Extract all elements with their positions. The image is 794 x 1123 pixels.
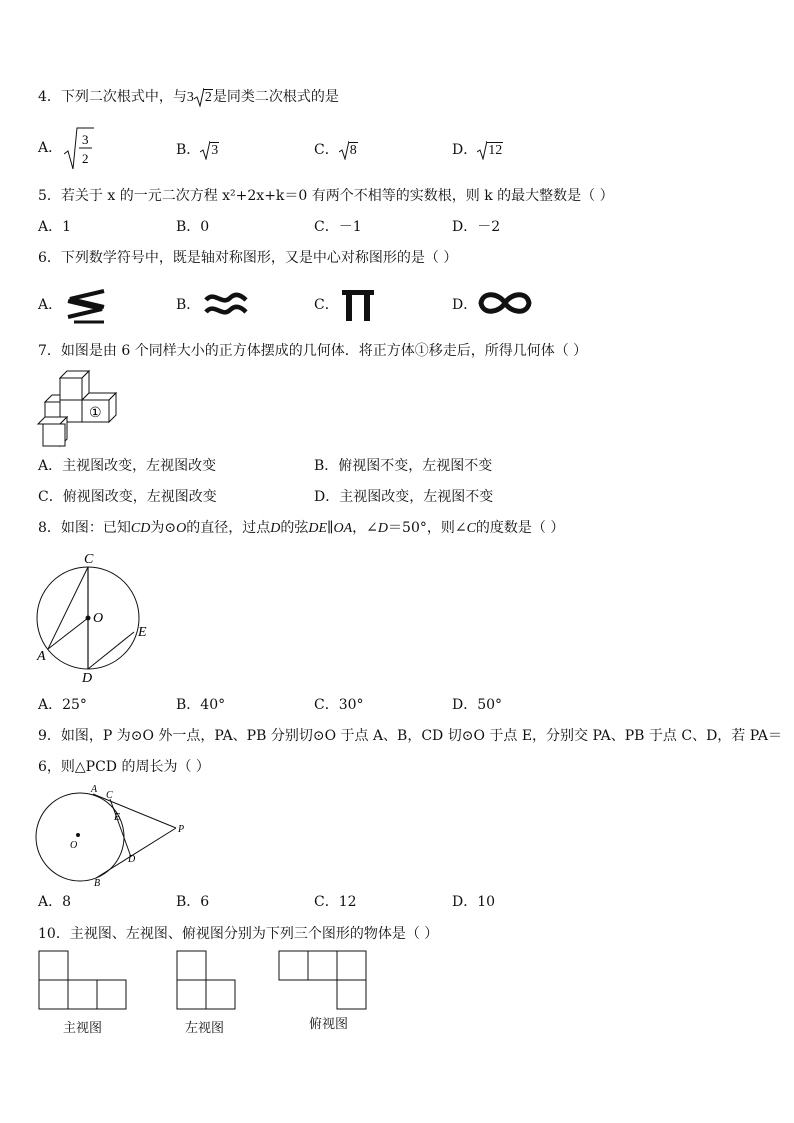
q8-circle-figure	[30, 548, 160, 690]
label-a: A	[37, 649, 46, 664]
q6-symbol-c	[340, 288, 376, 326]
left-view-grid	[176, 950, 238, 1012]
q7-option-c[interactable]: C．俯视图改变，左视图改变	[38, 489, 217, 505]
label-o: O	[70, 840, 78, 851]
caption-top-view: 俯视图	[309, 1017, 349, 1032]
q7-option-b[interactable]: B．俯视图不变，左视图不变	[314, 458, 493, 474]
q8-option-b[interactable]: B．40°	[176, 697, 226, 713]
question-5-stem: 5．若关于 x 的一元二次方程 x²+2x+k＝0 有两个不相等的实数根，则 k 的最大整数是（ ）	[38, 188, 614, 204]
caption-front-view: 主视图	[63, 1021, 103, 1036]
q8-text: 8．如图：已知	[38, 520, 131, 536]
option-label: A．	[38, 140, 63, 156]
q8-option-c[interactable]: C．30°	[314, 697, 364, 713]
question-10-stem: 10．主视图、左视图、俯视图分别为下列三个图形的物体是（ ）	[38, 926, 439, 942]
label-c: C	[84, 552, 94, 567]
q7-option-d[interactable]: D．主视图改变，左视图不变	[314, 489, 494, 505]
q8-text: 的度数是（ ）	[475, 520, 565, 536]
q4-b-sqrt	[200, 140, 219, 160]
label-c: C	[106, 790, 113, 801]
q4-radicand: 2	[204, 90, 212, 105]
approximately-equal-icon	[202, 290, 250, 320]
q4-a-denominator: 2	[82, 151, 89, 166]
label-p: P	[178, 824, 185, 835]
q4-text-after: 是同类二次根式的是	[212, 89, 339, 105]
q8-var: D	[270, 521, 281, 536]
label-d: D	[82, 671, 93, 686]
option-label: B．	[176, 142, 201, 158]
q7-cube-figure	[36, 368, 122, 456]
caption-left-view: 左视图	[185, 1021, 225, 1036]
q7-option-a[interactable]: A．主视图改变，左视图改变	[38, 458, 217, 474]
q4-d-sqrt	[477, 140, 503, 160]
front-view-grid	[38, 950, 130, 1012]
q4-a-numerator: 3	[82, 132, 89, 147]
question-7-stem: 7．如图是由 6 个同样大小的正方体摆成的几何体．将正方体①移走后，所得几何体（ ）	[38, 343, 588, 359]
q6-symbol-b	[202, 290, 250, 324]
q8-option-d[interactable]: D．50°	[452, 697, 503, 713]
question-8-stem	[38, 518, 564, 539]
label-b: B	[94, 878, 101, 888]
q6-option-c[interactable]: C．	[314, 297, 339, 313]
q8-text: 为⊙	[150, 520, 177, 536]
q5-option-b[interactable]: B．0	[176, 219, 210, 235]
q8-option-a[interactable]: A．25°	[38, 697, 87, 713]
q4-option-c[interactable]	[314, 140, 358, 160]
q5-option-c[interactable]: C．－1	[314, 219, 362, 235]
question-9-stem-line2: 6，则△PCD 的周长为（ ）	[38, 759, 210, 775]
label-e: E	[114, 812, 121, 823]
q4-option-d[interactable]	[452, 140, 503, 160]
q10-top-view	[278, 950, 370, 1016]
q4-d-radicand: 12	[488, 143, 503, 158]
q4-option-a[interactable]	[38, 138, 62, 158]
q9-option-b[interactable]: B．6	[176, 894, 210, 910]
q9-option-d[interactable]: D．10	[452, 894, 496, 910]
q4-coefficient: 3	[186, 90, 194, 105]
q4-option-b[interactable]	[176, 140, 219, 160]
tangent-diagram	[30, 782, 200, 888]
q4-option-a-expr	[64, 126, 94, 170]
cube-mark-1: ①	[89, 406, 102, 421]
question-9-stem-line1: 9．如图，P 为⊙O 外一点，PA、PB 分别切⊙O 于点 A、B，CD 切⊙O 于点 E，分别交 PA、PB 于点 C、D，若 PA＝	[38, 728, 782, 744]
q4-c-radicand: 8	[349, 143, 357, 158]
q8-var: CD	[130, 521, 151, 536]
q8-var: OA	[333, 521, 353, 536]
pi-product-icon	[340, 288, 376, 322]
q8-var: C	[466, 521, 476, 536]
sqrt-fraction-icon	[64, 126, 94, 170]
q8-var: O	[176, 521, 187, 536]
q4-sqrt	[194, 87, 213, 107]
label-o: O	[93, 611, 104, 626]
top-view-grid	[278, 950, 370, 1012]
label-a: A	[91, 784, 98, 795]
q4-text-before: 4．下列二次根式中，与	[38, 89, 187, 105]
less-greater-equal-icon	[64, 287, 108, 327]
infinity-icon	[476, 289, 534, 317]
q8-text: 的直径，过点	[186, 520, 271, 536]
question-4-stem	[38, 87, 339, 108]
q8-text: ，∠	[352, 520, 378, 536]
cube-stack-figure	[36, 368, 122, 452]
q10-front-view	[38, 950, 130, 1016]
q4-b-radicand: 3	[211, 143, 219, 158]
q8-text: ＝50°，则∠	[388, 520, 467, 536]
q8-text: ∥	[327, 520, 334, 536]
q9-option-c[interactable]: C．12	[314, 894, 357, 910]
q8-var: DE	[308, 521, 328, 536]
option-label: C．	[314, 142, 339, 158]
q6-option-d[interactable]: D．	[452, 297, 478, 313]
q6-symbol-d	[476, 289, 534, 321]
q6-option-b[interactable]: B．	[176, 297, 201, 313]
q10-left-view	[176, 950, 238, 1016]
q5-option-a[interactable]: A．1	[38, 219, 72, 235]
q9-tangent-figure	[30, 782, 200, 892]
q4-c-sqrt	[339, 140, 358, 160]
q6-option-a[interactable]: A．	[38, 297, 63, 313]
q6-symbol-a	[64, 287, 108, 331]
label-e: E	[138, 625, 147, 640]
option-label: D．	[452, 142, 478, 158]
question-6-stem: 6．下列数学符号中，既是轴对称图形，又是中心对称图形的是（ ）	[38, 250, 458, 266]
q9-option-a[interactable]: A．8	[38, 894, 72, 910]
q5-option-d[interactable]: D．－2	[452, 219, 501, 235]
circle-diagram	[30, 548, 160, 686]
label-d: D	[128, 854, 136, 865]
q8-text: 的弦	[280, 520, 309, 536]
q8-var: D	[377, 521, 389, 536]
